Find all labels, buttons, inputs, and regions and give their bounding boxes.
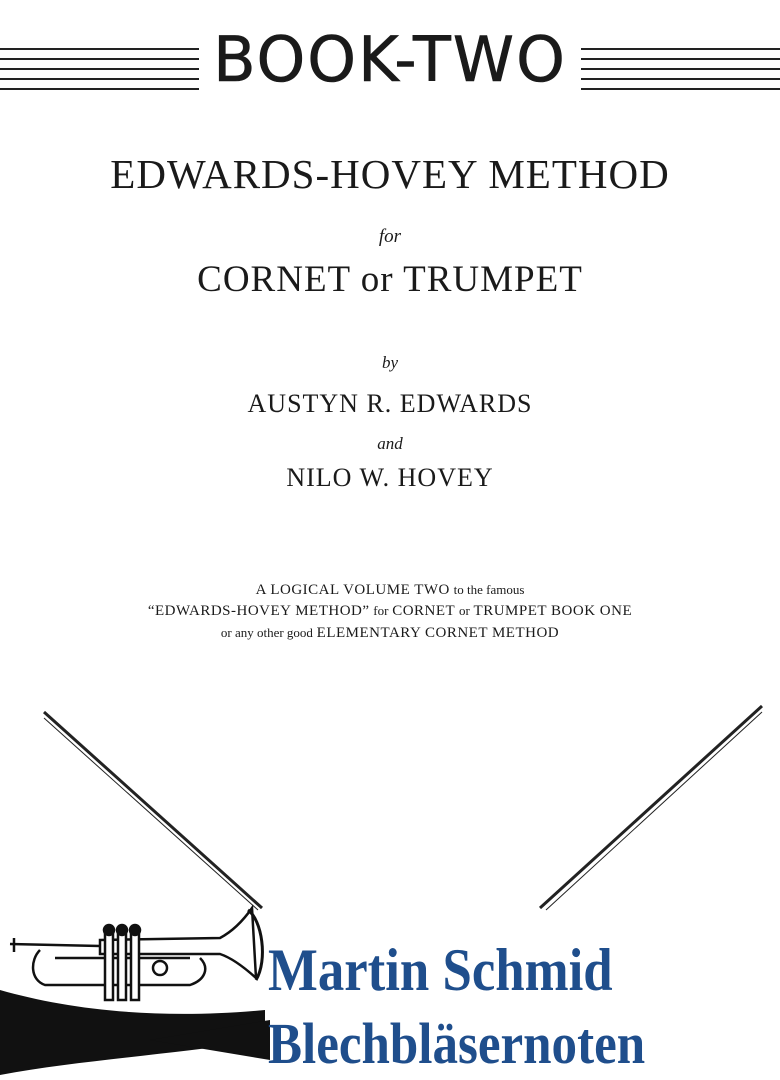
desc-trumpet-book-one: TRUMPET BOOK ONE [473, 603, 633, 619]
watermark-martin-schmid: Martin Schmid [268, 937, 613, 1003]
book-title: EDWARDS-HOVEY METHOD [110, 151, 670, 197]
book-label: BOOK-TWO [0, 22, 780, 98]
instrument-title: CORNET or TRUMPET [197, 259, 583, 300]
desc-or: or [458, 603, 470, 618]
desc-method-name: “EDWARDS-HOVEY METHOD” [147, 603, 370, 619]
author-edwards: AUSTYN R. EDWARDS [247, 389, 533, 418]
watermark-blechblaesernoten: Blechbläsernoten [268, 1011, 646, 1076]
desc-volume-two: A LOGICAL VOLUME TWO [255, 582, 450, 598]
for-word: for [378, 226, 402, 247]
diagonal-rule-right [540, 706, 762, 910]
desc-for: for [373, 603, 389, 618]
diagonal-rule-left [44, 712, 262, 910]
by-word: by [381, 353, 399, 372]
author-hovey: NILO W. HOVEY [286, 463, 494, 492]
and-word: and [377, 434, 403, 453]
trumpet-icon [10, 908, 262, 1000]
desc-cornet: CORNET [392, 603, 456, 619]
desc-to-the-famous: to the famous [453, 582, 525, 597]
desc-elementary-method: ELEMENTARY CORNET METHOD [316, 625, 560, 641]
desc-any-other: or any other good [220, 625, 313, 640]
